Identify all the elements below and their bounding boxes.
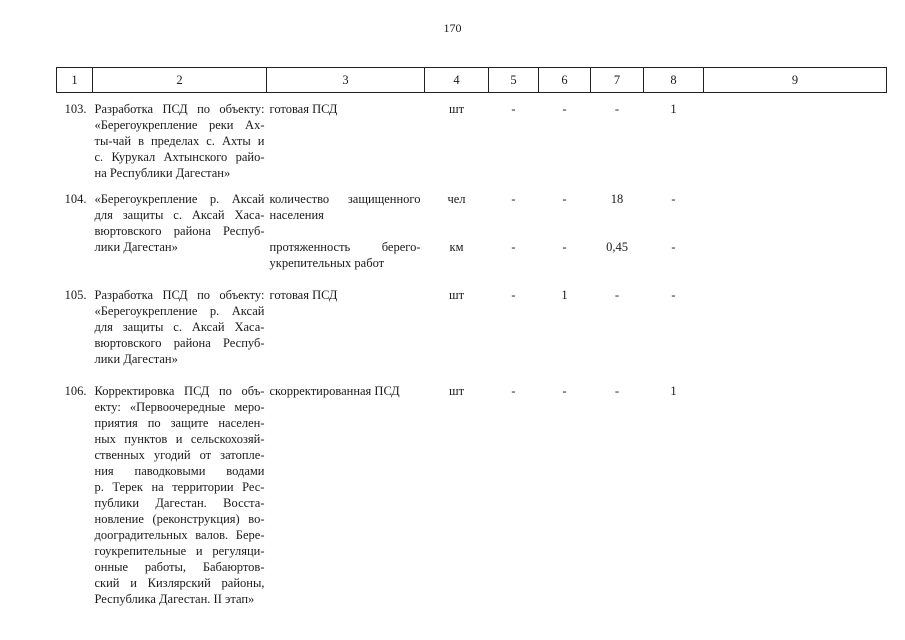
word: ПСД [162,102,188,116]
word: Терек [112,480,143,494]
word: приятия [94,416,138,430]
word: для [94,320,113,334]
word: Респуб- [223,224,265,238]
value-c8: - [671,288,676,302]
word: районы, [221,576,265,590]
word: валов. [195,528,229,542]
word: райо- [235,150,265,164]
word: «Берегоукрепление [94,192,198,206]
word: р. [94,480,104,494]
object-name [93,93,267,192]
table-header-row [57,68,887,93]
column-header-1: 1 [57,68,93,93]
column-header-2: 2 [93,68,267,93]
word: Аксай [231,304,265,318]
word: территории [172,480,234,494]
word: с. [206,134,215,148]
indicator-line: готовая ПСД [269,102,338,116]
object-name-line [95,319,265,335]
word: «Первоочередные [129,400,226,414]
indicator [267,233,425,281]
value-c9 [704,191,887,233]
table-body [57,93,887,618]
value-c9 [704,93,887,192]
word: регуляци- [212,544,265,558]
word: объекту: [219,102,265,116]
word: района [173,336,211,350]
object-name-line [95,133,265,149]
word: вюртовского [94,336,162,350]
word: и [175,432,183,446]
object-name-line [95,479,265,495]
value-c9 [704,377,887,617]
object-name-line [95,511,265,527]
value-c7: 18 [610,192,624,206]
object-name-line [95,149,265,165]
row-number: 104. [64,192,87,206]
column-header-3: 3 [267,68,425,93]
word: р. [209,192,220,206]
value-c6: - [562,102,567,116]
word: екту: [94,400,121,414]
object-name [93,281,267,377]
word: протяженность [269,240,351,254]
word: «Берегоукрепление [94,118,198,132]
word: защите [170,416,209,430]
object-name-line [95,527,265,543]
word: во- [248,512,265,526]
word: реки [208,118,234,132]
value-c6: - [562,192,567,206]
word: онные [94,560,129,574]
word: с. [173,208,182,222]
object-name-line [95,117,265,133]
word: ния [94,464,114,478]
table-row [57,377,887,617]
word: пределах [150,134,200,148]
word: угодий [153,448,191,462]
word: от [199,448,212,462]
word: Респуб- [223,336,265,350]
value-c5: - [511,192,516,206]
object-name-line [95,559,265,575]
value-c9 [704,233,887,281]
row-number: 105. [64,288,87,302]
word: работы, [144,560,187,574]
column-header-7: 7 [591,68,644,93]
word: количество [269,192,330,206]
value-c8: - [671,192,676,206]
word: гоукрепительные [94,544,187,558]
word: дооградительных [94,528,188,542]
word: Ахтынского [163,150,228,164]
word: Кизлярский [147,576,211,590]
word: и [257,134,265,148]
word: по [147,416,161,430]
word: и [130,576,137,590]
row-number: 103. [64,102,87,116]
word: с. [94,150,104,164]
word: Курукал [111,150,156,164]
value-c7: - [614,288,620,302]
word: Хаса- [234,320,265,334]
indicator [267,377,425,617]
object-name-line [95,543,265,559]
word: публики [94,496,140,510]
word: Разработка [94,288,154,302]
word: Аксай [191,320,225,334]
table-row [57,93,887,192]
word: ский [94,576,120,590]
page-number: 170 [443,21,462,35]
object-name-line [95,287,265,303]
column-header-9: 9 [704,68,887,93]
word: Бере- [235,528,265,542]
value-c5: - [511,288,516,302]
object-name-line [95,101,265,117]
indicator [267,191,425,233]
table-row [57,281,887,377]
word: паводковыми [134,464,206,478]
value-c9 [704,281,887,377]
word: водами [226,464,265,478]
word: района [173,224,211,238]
object-name-line [95,399,265,415]
object-name-line [95,575,265,591]
word: р. [209,304,220,318]
word: по [218,384,232,398]
word: Рес- [242,480,265,494]
value-c6: - [562,384,567,398]
word: на [151,480,164,494]
object-name-line: лики Дагестан» [94,352,178,366]
unit: км [449,240,464,254]
indicator-line: скорректированная ПСД [269,384,400,398]
object-name-line [95,303,265,319]
word: ты-чай [94,134,132,148]
object-name-line [95,431,265,447]
word: вюртовского [94,224,162,238]
column-header-5: 5 [489,68,539,93]
column-header-8: 8 [644,68,704,93]
indicator-line [270,239,421,255]
object-name-line [95,447,265,463]
object-name-line [95,415,265,431]
word: Корректировка [94,384,175,398]
word: (реконструкция) [152,512,240,526]
word: ПСД [184,384,210,398]
object-name-line [95,383,265,399]
object-name-line [95,223,265,239]
value-c8: 1 [670,102,677,116]
word: населен- [218,416,265,430]
value-c5: - [511,102,516,116]
table-row [57,191,887,233]
indicator [267,93,425,192]
word: берего- [381,240,421,254]
object-name-line [95,463,265,479]
word: пунктов [124,432,168,446]
word: ных [94,432,116,446]
word: Восста- [223,496,265,510]
word: Разработка [94,102,154,116]
unit: шт [448,384,465,398]
unit: шт [448,288,465,302]
word: Ахты [221,134,251,148]
word: Аксай [191,208,225,222]
word: защиты [122,320,164,334]
word: сельскохозяй- [190,432,265,446]
word: по [197,102,211,116]
value-c7: - [614,384,620,398]
word: защищенного [347,192,421,206]
column-header-6: 6 [539,68,591,93]
object-name-line: на Республики Дагестан» [94,166,231,180]
value-c8: 1 [670,384,677,398]
word: Бабаюртов- [202,560,265,574]
indicator-line: готовая ПСД [269,288,338,302]
word: Хаса- [234,208,265,222]
word: ПСД [162,288,188,302]
unit: чел [447,192,466,206]
word: Ах- [245,118,265,132]
word: новление [94,512,144,526]
value-c7: - [614,102,620,116]
indicator [267,281,425,377]
word: затопле- [220,448,265,462]
indicator-line [270,191,421,207]
indicator-line: населения [269,208,324,222]
object-name-line [95,191,265,207]
word: «Берегоукрепление [94,304,198,318]
word: объ- [241,384,265,398]
object-name-line [95,335,265,351]
object-name-line [95,495,265,511]
word: для [94,208,113,222]
word: меро- [234,400,265,414]
object-name-line: лики Дагестан» [94,240,178,254]
word: Дагестан. [155,496,207,510]
object-name [93,377,267,617]
program-table [56,67,887,617]
row-number: 106. [64,384,87,398]
word: и [195,544,203,558]
value-c8: - [671,240,676,254]
word: Аксай [231,192,265,206]
word: защиты [122,208,164,222]
object-name-line [95,207,265,223]
word: в [138,134,144,148]
object-name [93,191,267,281]
indicator-line: укрепительных работ [269,256,385,270]
word: ственных [94,448,145,462]
column-header-4: 4 [425,68,489,93]
word: объекту: [219,288,265,302]
unit: шт [448,102,465,116]
value-c7: 0,45 [606,240,628,254]
value-c5: - [511,384,516,398]
value-c6: 1 [561,288,568,302]
word: по [197,288,211,302]
value-c5: - [511,240,516,254]
word: с. [173,320,182,334]
object-name-line: Республика Дагестан. II этап» [94,592,255,606]
value-c6: - [562,240,567,254]
